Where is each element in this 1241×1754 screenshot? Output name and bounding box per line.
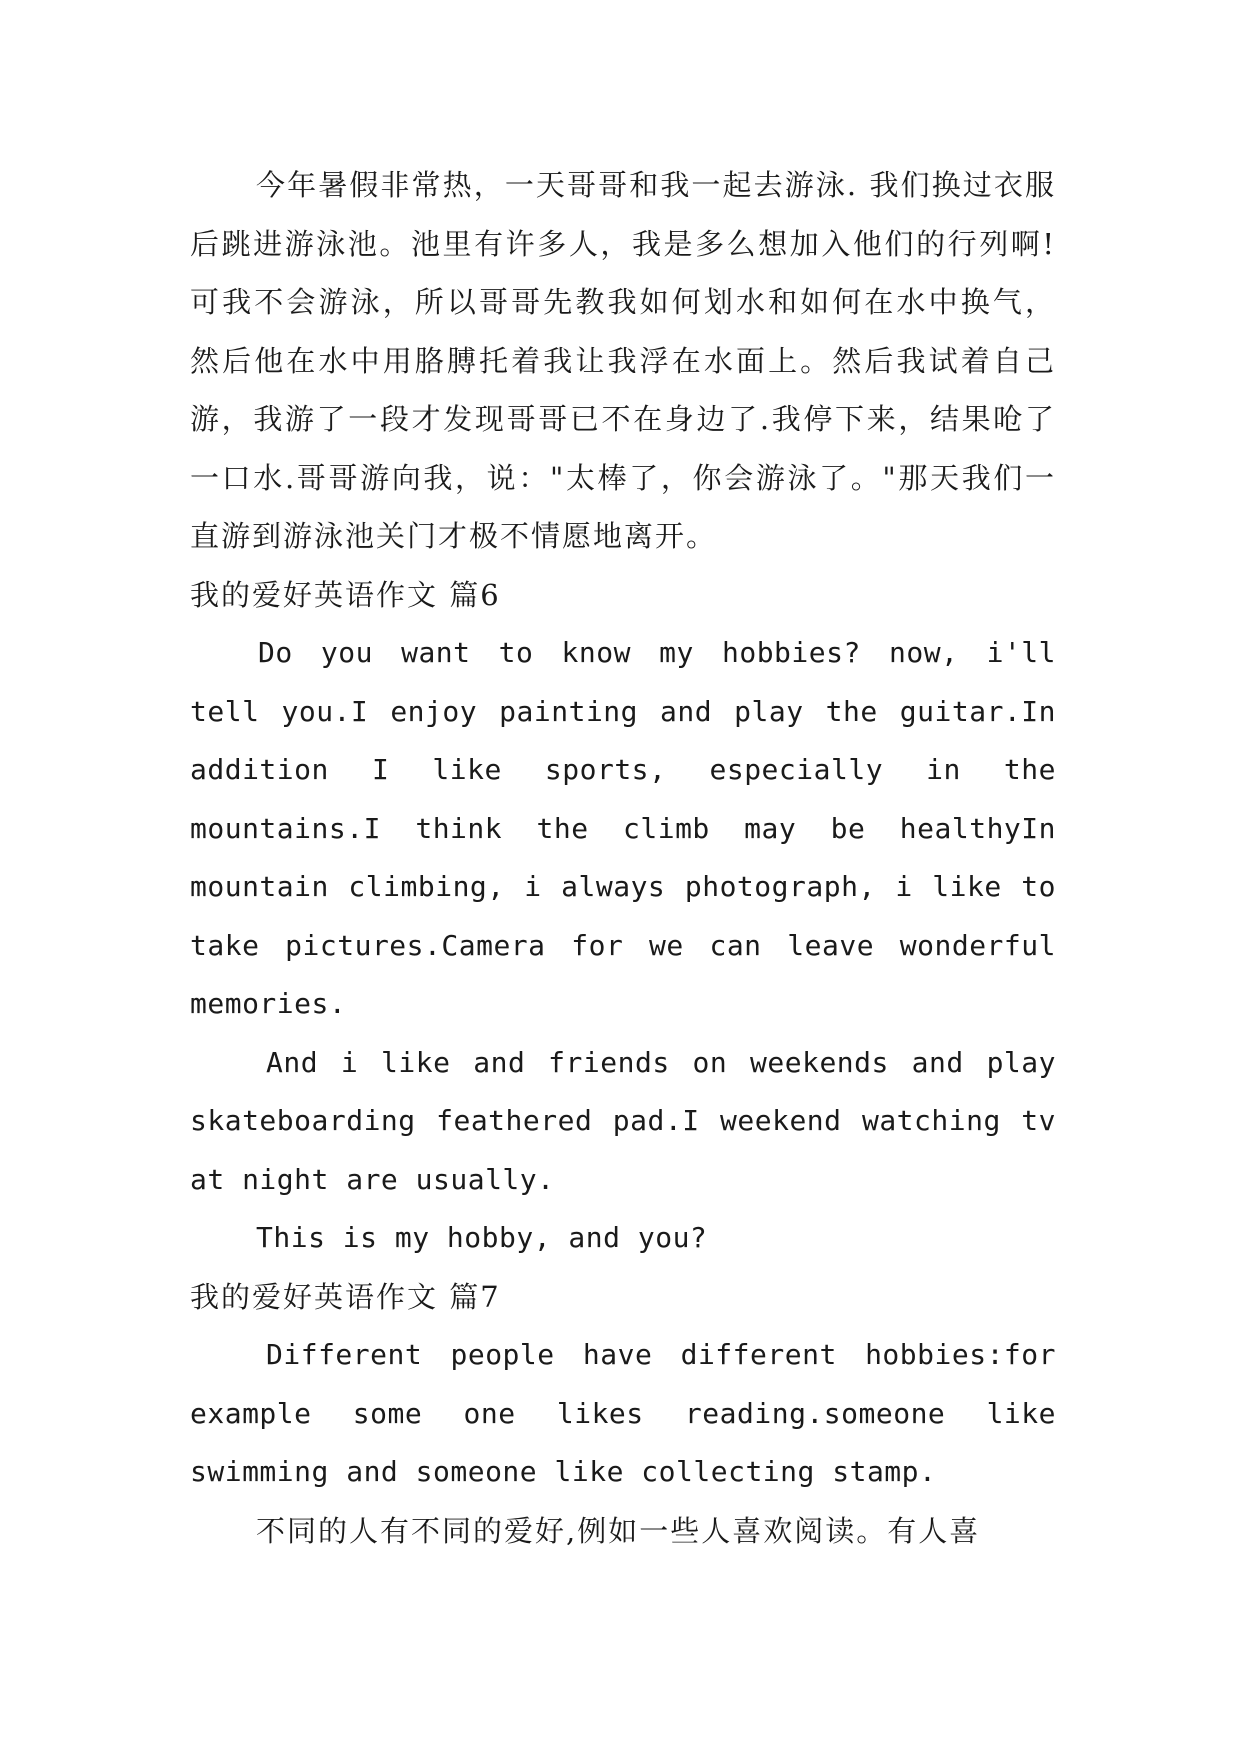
paragraph-closing-question: This is my hobby, and you? — [256, 1221, 708, 1254]
section-heading-6: 我的爱好英语作文 篇6 — [190, 577, 501, 612]
paragraph-weekends: And i like and friends on weekends and play skateboarding feathered pad.I weekend watching tv at night are usually. — [190, 1045, 1056, 1196]
paragraph-different-hobbies: Different people have different hobbies:for example some one likes reading.someone like swimming and someone like collecting stamp. — [190, 1338, 1056, 1488]
paragraph-swimming: 今年暑假非常热，一天哥哥和我一起去游泳. 我们换过衣服后跳进游泳池。池里有许多人，我是多么想加入他们的行列啊!可我不会游泳，所以哥哥先教我如何划水和如何在水中换气，然后他在水中用胳膊托着我让我浮在水面上。然后我试着自己游，我游了一段才发现哥哥已不在身边了.我停下来，结果呛了一口水.哥哥游向我，说："太棒了，你会游泳了。"那天我们一直游到游泳池关门才极不情愿地离开。 — [190, 168, 1056, 553]
document-body — [190, 156, 1056, 1560]
paragraph-chinese-translation: 不同的人有不同的爱好,例如一些人喜欢阅读。有人喜 — [256, 1513, 981, 1548]
paragraph-hobbies-intro: Do you want to know my hobbies? now, i'll tell you.I enjoy painting and play the guitar.In addition I like sports, especially in the mountains.I think the climb may be healthyIn mountain climbing, i always photograph, i like to take pictures.Camera for we can leave wonderful memories. — [190, 636, 1056, 1020]
section-heading-7: 我的爱好英语作文 篇7 — [190, 1279, 501, 1314]
